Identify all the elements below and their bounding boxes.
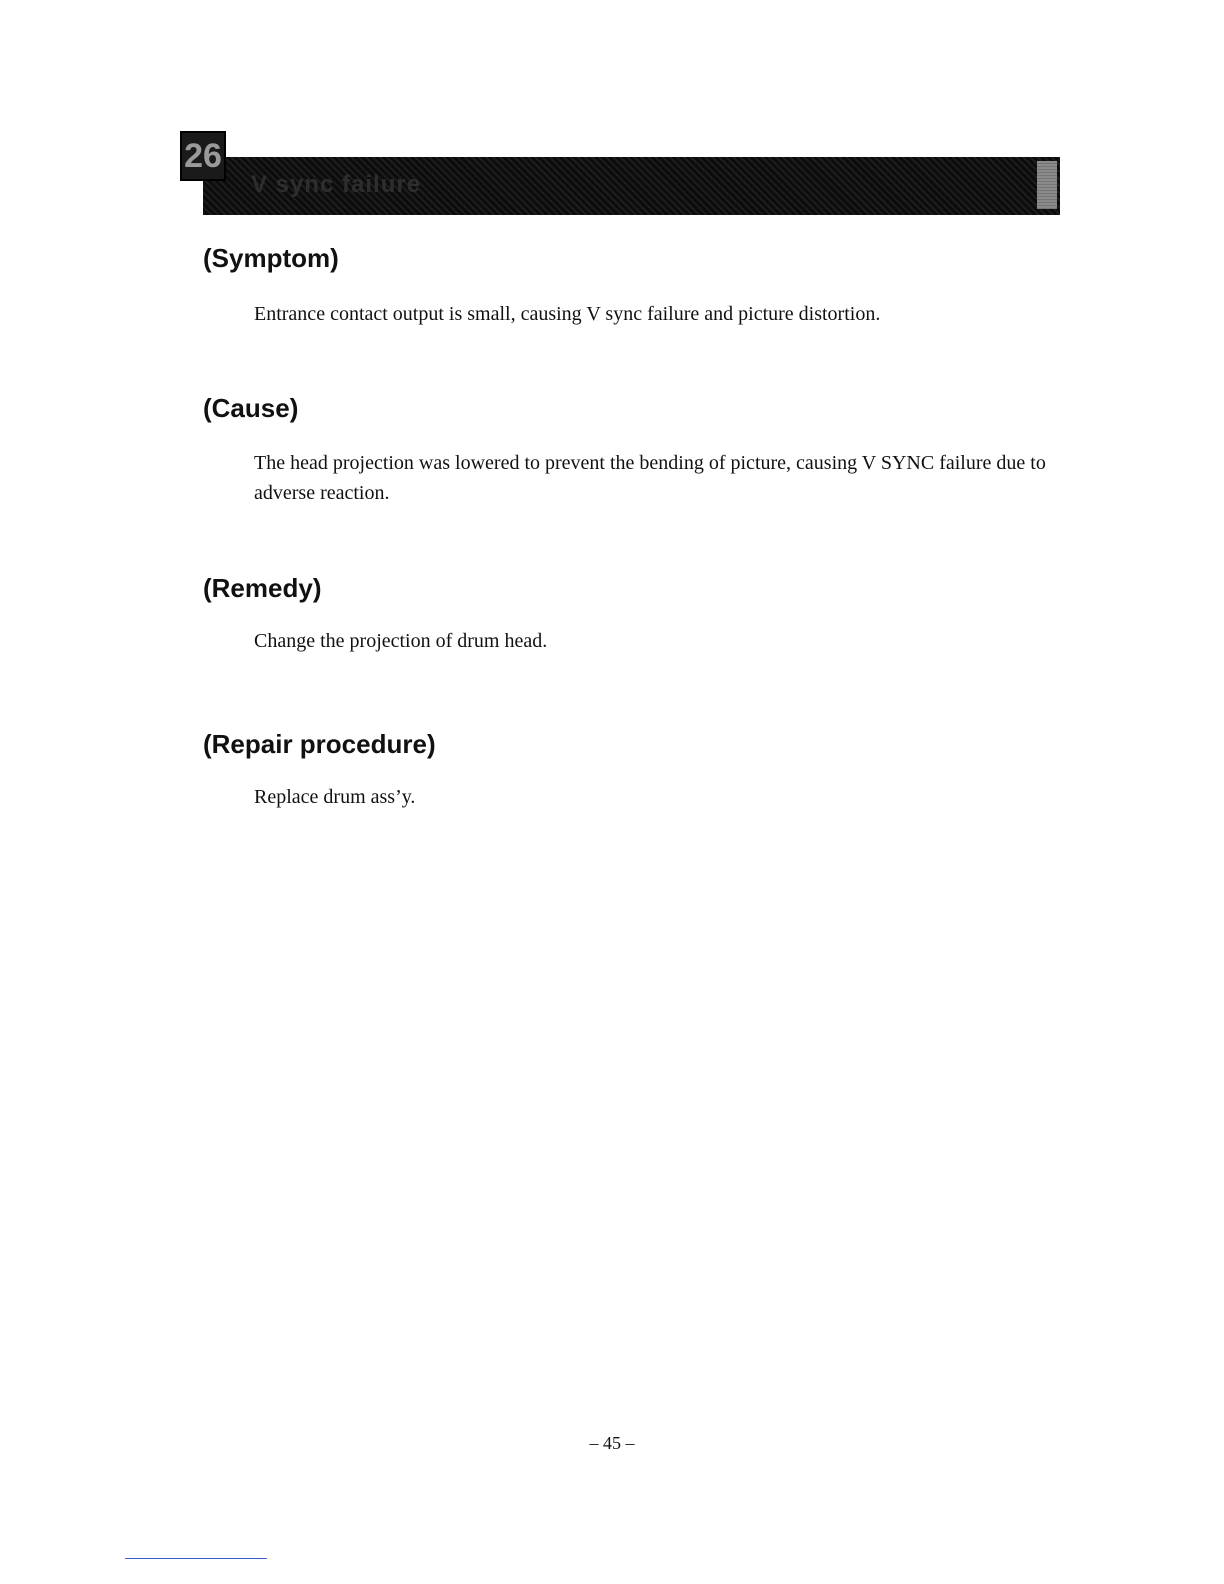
cause-heading: (Cause)	[203, 393, 299, 423]
remedy-heading: (Remedy)	[203, 573, 322, 603]
banner-title: V sync failure	[251, 171, 422, 198]
symptom-heading: (Symptom)	[203, 243, 339, 273]
banner-endcap	[1037, 161, 1057, 209]
title-banner	[203, 157, 1060, 215]
section-number-badge	[180, 131, 226, 181]
cause-text: The head projection was lowered to prevent the bending of picture, causing V SYNC failure due to adverse reaction.	[254, 452, 1046, 504]
symptom-text: Entrance contact output is small, causing V sync failure and picture distortion.	[254, 303, 881, 325]
section-number: 26	[184, 137, 222, 175]
footer-rule	[125, 1558, 267, 1559]
remedy-text: Change the projection of drum head.	[254, 630, 548, 652]
repair-procedure-text: Replace drum ass’y.	[254, 786, 416, 808]
repair-procedure-heading: (Repair procedure)	[203, 729, 436, 759]
page-number: – 45 –	[589, 1433, 635, 1453]
